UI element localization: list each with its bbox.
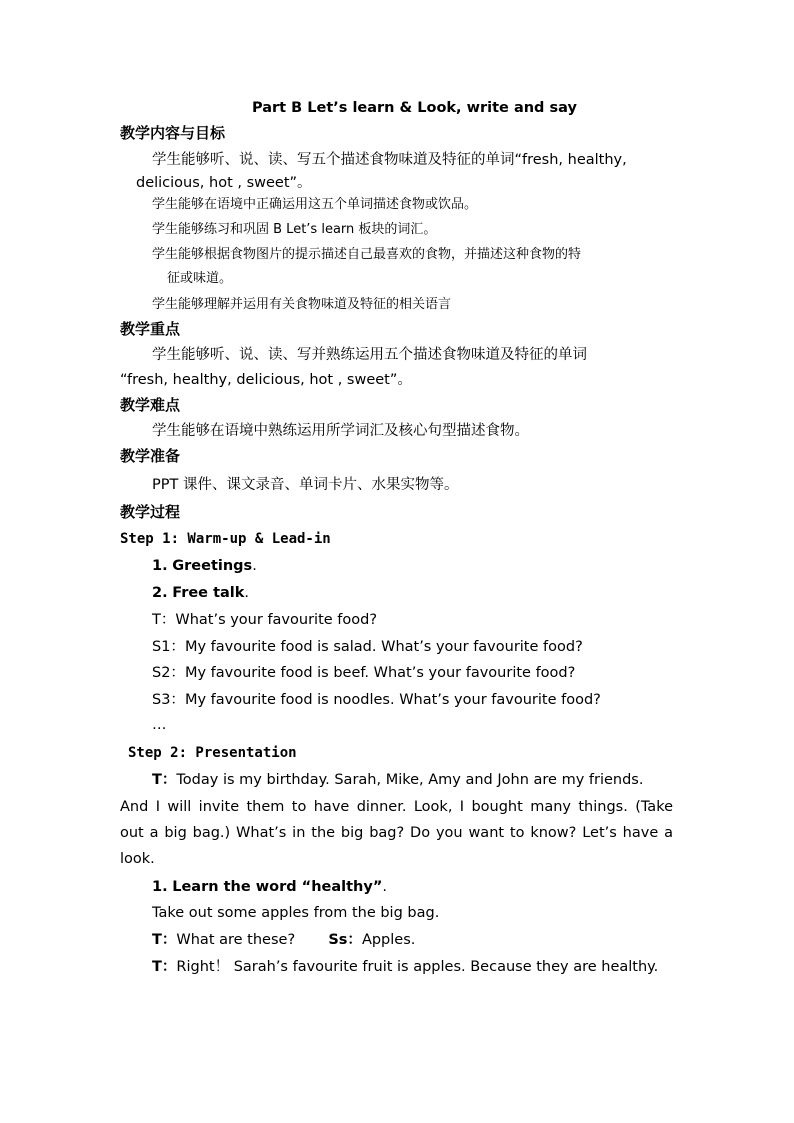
- section-heading-key-points: 教学重点: [120, 320, 181, 338]
- dialogue-line: [152, 933, 415, 948]
- dialogue-line: [152, 640, 583, 655]
- item-number: 1.: [152, 879, 168, 895]
- dialogue-line: [152, 693, 601, 708]
- paragraph-line: out a big bag.) What’s in the big bag? Do you want to know? Let’s have a: [120, 825, 673, 841]
- item-end: .: [252, 558, 257, 574]
- paragraph-line: And I will invite them to have dinner. Look, I bought many things. (Take: [120, 799, 673, 815]
- goal-line: delicious, hot , sweet”。: [136, 175, 312, 191]
- preparation-line: PPT 课件、课文录音、单词卡片、水果实物等。: [152, 477, 459, 493]
- item-title: Free talk: [172, 585, 245, 601]
- goal-line: 学生能够理解并运用有关食物味道及特征的相关语言: [152, 297, 452, 312]
- section-heading-preparation: 教学准备: [120, 447, 181, 465]
- utterance: Apples.: [361, 932, 416, 948]
- paragraph-text: Today is my birthday. Sarah, Mike, Amy and John are my friends.: [176, 772, 644, 788]
- utterance: My favourite food is beef. What’s your favourite food?: [184, 665, 576, 681]
- paragraph-line: [152, 773, 673, 788]
- item-title: Greetings: [172, 558, 253, 574]
- step1-item-free-talk: [152, 586, 249, 601]
- speaker: S2：: [152, 665, 185, 681]
- dialogue-line: [152, 613, 377, 628]
- speaker: S3：: [152, 692, 185, 708]
- utterance: What are these?: [176, 932, 296, 948]
- instruction-line: Take out some apples from the big bag.: [152, 905, 440, 921]
- speaker: T：: [152, 932, 177, 948]
- utterance: Right！ Sarah’s favourite fruit is apples. Because they are healthy.: [176, 959, 659, 975]
- goal-line: 学生能够听、说、读、写五个描述食物味道及特征的单词“fresh, healthy,: [152, 152, 627, 168]
- paragraph-line: look.: [120, 851, 155, 867]
- section-heading-content-goals: 教学内容与目标: [120, 124, 226, 142]
- utterance: My favourite food is salad. What’s your favourite food?: [184, 639, 583, 655]
- dialogue-line: [152, 960, 658, 975]
- document-title: Part B Let’s learn & Look, write and say: [252, 100, 577, 116]
- step2-label: Step 2: Presentation: [128, 745, 297, 761]
- item-number: 1.: [152, 558, 168, 574]
- speaker: T：: [152, 959, 177, 975]
- speaker: T：: [152, 772, 177, 788]
- difficulty-line: 学生能够在语境中熟练运用所学词汇及核心句型描述食物。: [152, 423, 529, 439]
- goal-line: 征或味道。: [167, 271, 233, 286]
- goal-line: 学生能够根据食物图片的提示描述自己最喜欢的食物，并描述这种食物的特: [152, 247, 582, 262]
- item-end: .: [382, 879, 387, 895]
- item-title: Learn the word “healthy”: [172, 879, 383, 895]
- step1-item-greetings: [152, 559, 257, 574]
- key-point-line: “fresh, healthy, delicious, hot , sweet”。: [120, 372, 412, 388]
- speaker: S1：: [152, 639, 185, 655]
- item-number: 2.: [152, 585, 168, 601]
- goal-line: 学生能够在语境中正确运用这五个单词描述食物或饮品。: [152, 197, 478, 212]
- step1-label: Step 1: Warm-up & Lead-in: [120, 531, 331, 547]
- step2-item-healthy: [152, 880, 387, 895]
- dialogue-line: [152, 666, 575, 681]
- speaker: T：: [152, 612, 176, 628]
- utterance: What’s your favourite food?: [175, 612, 378, 628]
- ellipsis: …: [152, 717, 167, 733]
- section-heading-difficulties: 教学难点: [120, 396, 181, 414]
- section-heading-process: 教学过程: [120, 503, 181, 521]
- goal-line: 学生能够练习和巩固 B Let’s learn 板块的词汇。: [152, 222, 437, 237]
- key-point-line: 学生能够听、说、读、写并熟练运用五个描述食物味道及特征的单词: [152, 347, 587, 363]
- item-end: .: [244, 585, 250, 601]
- utterance: My favourite food is noodles. What’s your favourite food?: [184, 692, 601, 708]
- speaker: Ss：: [328, 932, 362, 948]
